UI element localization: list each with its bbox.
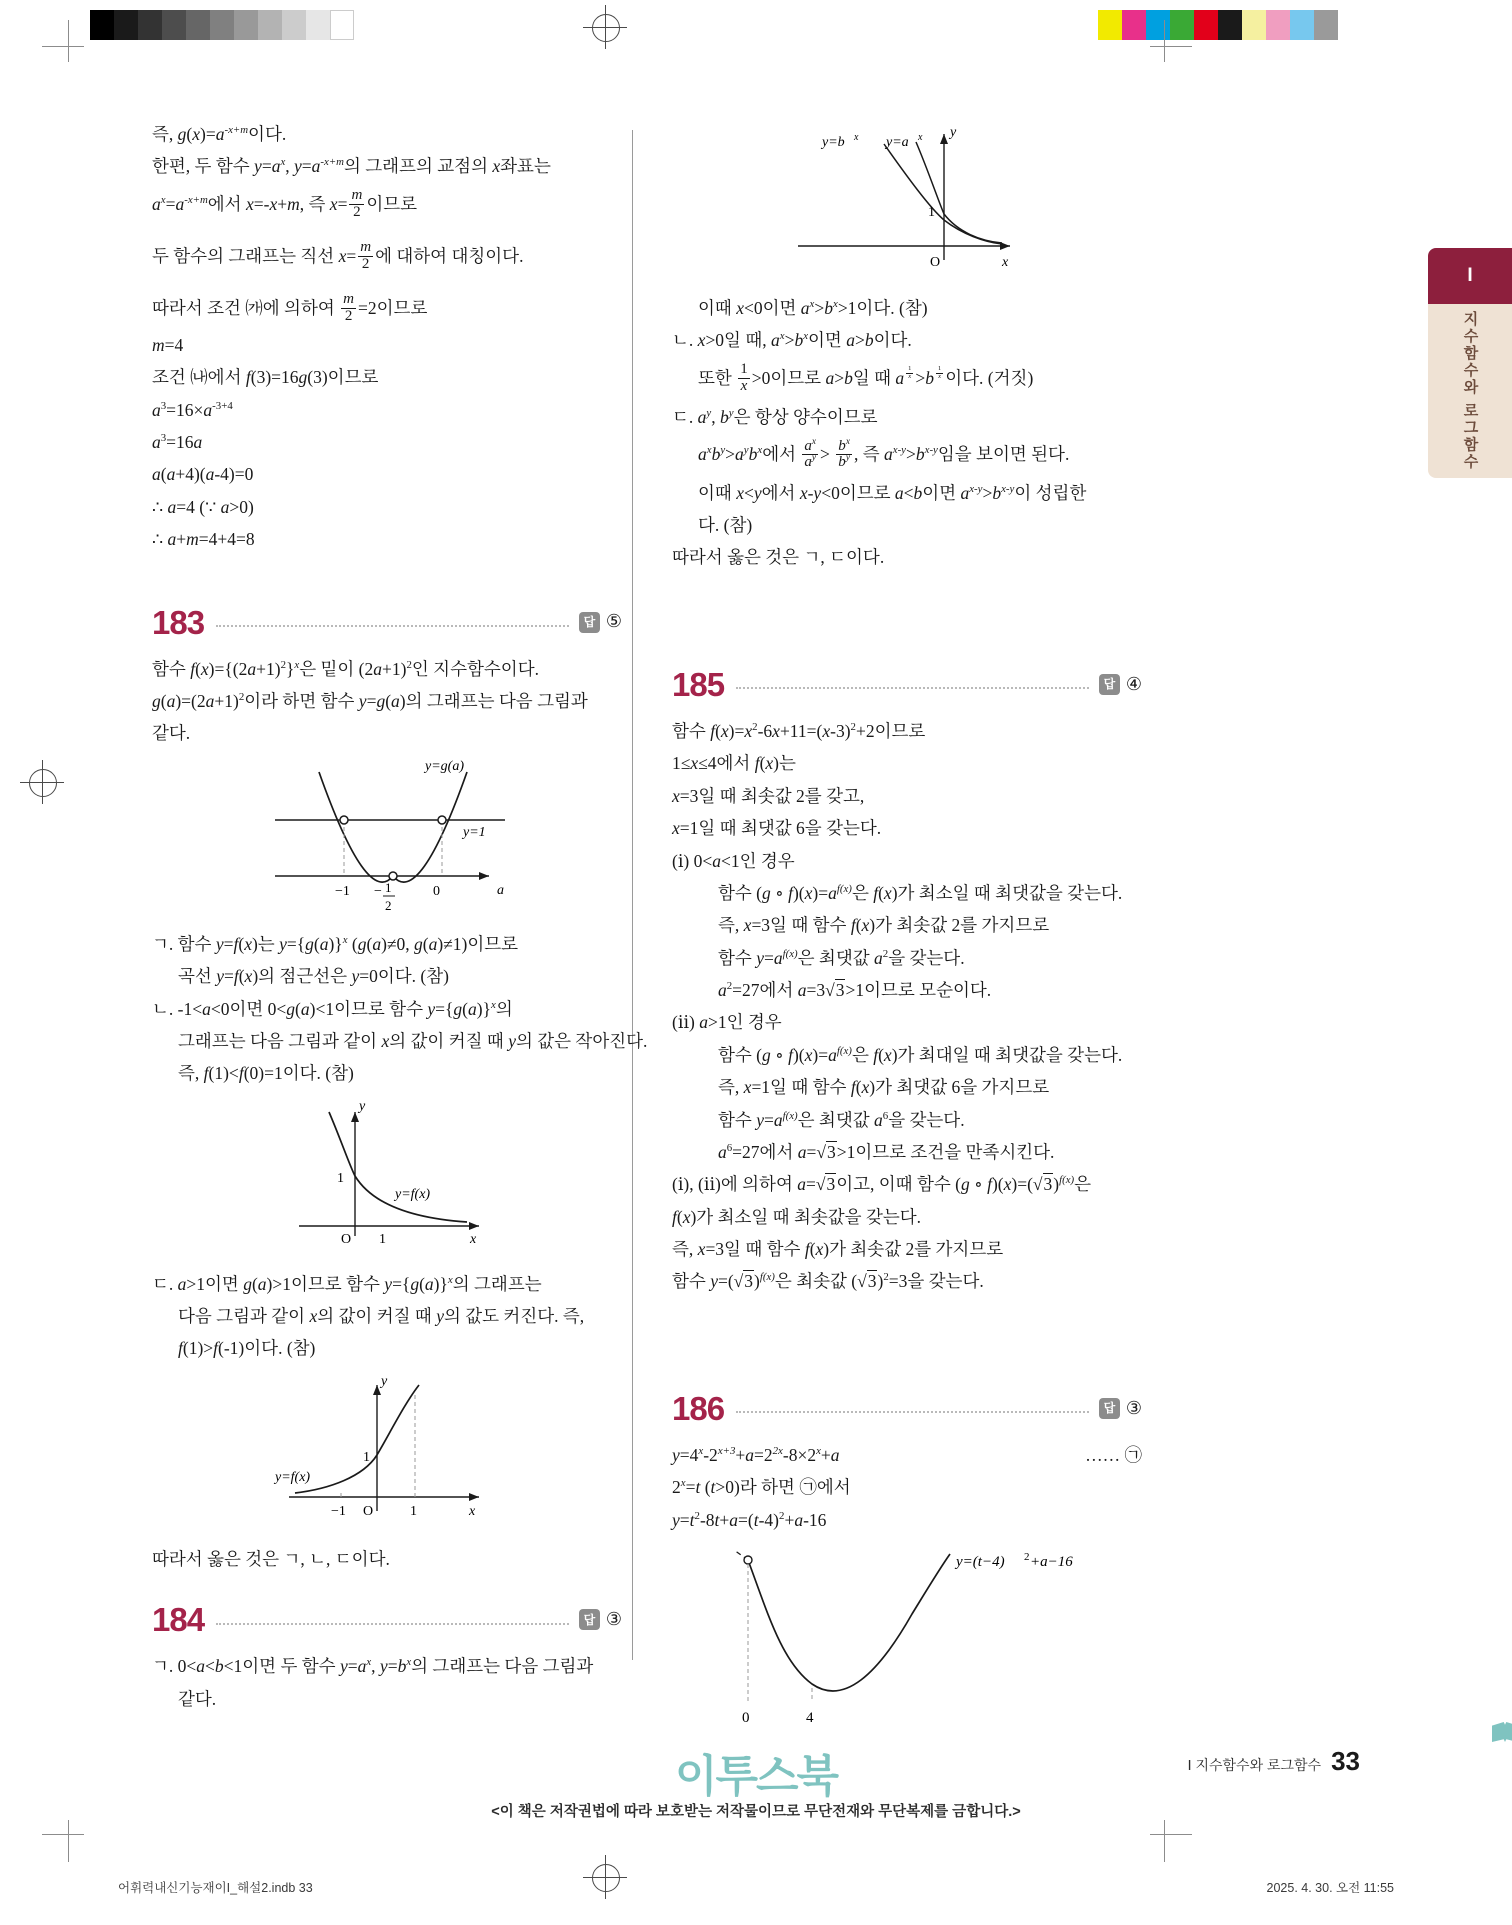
carryover-line-1: 즉, $g(x)=a^{-x+m}$이다. <box>152 124 287 144</box>
carryover-line-4: 두 함수의 그래프는 직선 x= $\frac{m}{2}$ 에 대하여 대칭이다. <box>152 239 524 273</box>
p185-case-i-1: 함수 (g ∘ $f)(x)=a^{f(x)}$은 f(x)가 최소일 때 최댓값을 갖는다. <box>718 882 1123 903</box>
svg-text:y=b: y=b <box>822 135 845 150</box>
problem-header-183 <box>152 603 622 641</box>
registration-mark-bottom <box>583 1855 627 1899</box>
p185-concl-4: 함수 $y=(√3)^{f(x)}$은 최솟값 $(√3)^2=3$을 갖는다. <box>672 1271 984 1292</box>
p184-cont-6: 이때 x<y에서 x-y<0이므로 a<b이면 $a^{x-y}>b^{x-y}$이 성립한 <box>698 482 1087 503</box>
svg-text:y: y <box>381 1373 388 1389</box>
crop-corner-top-right <box>1150 20 1192 62</box>
svg-text:4: 4 <box>806 1710 814 1727</box>
registration-mark-top <box>583 5 627 49</box>
svg-text:x: x <box>470 1231 477 1247</box>
p183-line-2: $g(a)=(2a+1)^2$이라 하면 함수 y=g(a)의 그래프는 다음 그림과 <box>152 691 588 712</box>
answer-value-183: ⑤ <box>605 611 622 632</box>
chapter-side-tab <box>1428 248 1512 478</box>
crop-corner-bottom-right <box>1150 1820 1192 1862</box>
svg-text:x: x <box>854 132 859 143</box>
p184-cont-3: 또한 $\frac{1}{x}$ >0이므로 a>b일 때 a $^{\frac{1}{x}}$ >b $^{\frac{1}{x}}$ 이다. (거짓) <box>698 361 1034 395</box>
side-tab-label: 지수함수와 로그함수 <box>1461 311 1479 471</box>
problem-number-185: 185 <box>672 665 725 703</box>
right-column <box>672 118 1142 1754</box>
p184-line-2: 같다. <box>178 1688 217 1709</box>
svg-text:0: 0 <box>742 1710 750 1727</box>
p186-line-1-wrap <box>672 1439 1142 1471</box>
answer-badge-186: 답 <box>1099 1398 1120 1419</box>
p185-case-i-2: 즉, x=3일 때 함수 f(x)가 최솟값 2를 가지므로 <box>718 915 1050 936</box>
p185-case-ii-4: $a^6=27$에서 a=√3>1이므로 조건을 만족시킨다. <box>718 1141 1055 1162</box>
p185-case-ii: (ⅱ) a>1인 경우 <box>672 1012 782 1033</box>
registration-mark-left <box>20 760 64 804</box>
p183-stmt-n-3: 즉, f(1)<f(0)=1이다. (참) <box>178 1063 354 1084</box>
figure-decay-svg <box>267 1098 507 1258</box>
p186-line-3: $y=t^2-8t+a=(t-4)^2+a-16$ <box>672 1509 827 1530</box>
svg-text:−: − <box>374 883 382 899</box>
p185-line-4: x=1일 때 최댓값 6을 갖는다. <box>672 818 882 839</box>
svg-text:y=1: y=1 <box>463 824 486 840</box>
side-tab-body <box>1428 304 1512 478</box>
figure-parabola-svg <box>257 758 517 918</box>
carryover-line-10: a(a+4)(a-4)=0 <box>152 464 254 485</box>
leader-dots <box>736 1399 1089 1413</box>
p183-stmt-d-2: 다음 그림과 같이 x의 값이 커질 때 y의 값도 커진다. 즉, <box>178 1306 585 1327</box>
leader-dots <box>216 613 569 627</box>
p183-stmt-d-3: f(1)>f(-1)이다. (참) <box>178 1338 316 1359</box>
crop-corner-bottom-left <box>42 1820 84 1862</box>
p185-concl-2: f(x)가 최소일 때 최솟값을 갖는다. <box>672 1206 922 1227</box>
problem-number-186: 186 <box>672 1389 725 1427</box>
svg-text:y=f(x): y=f(x) <box>275 1469 311 1485</box>
indesign-file-name: 어휘력내신기능재이I_해설2.indb 33 <box>118 1881 313 1895</box>
p185-concl-1: (ⅰ), (ⅱ)에 의하여 a=√3이고, 이때 함수 (g ∘ $f)(x)=(√3)^{f(x)}$은 <box>672 1174 1092 1195</box>
svg-text:0: 0 <box>433 883 440 899</box>
svg-text:O: O <box>363 1503 374 1519</box>
crop-corner-top-left <box>42 20 84 62</box>
svg-text:1: 1 <box>410 1503 417 1519</box>
carryover-line-3: $a^x=a^{-x+m}$에서 x=-x+m, 즉 x= $\frac{m}{2}$ 이므로 <box>152 187 418 221</box>
svg-text:y=g(a): y=g(a) <box>425 758 464 774</box>
p183-line-1: 함수 $f(x)=\{(2a+1)^2\}^x$은 밑이 $(2a+1)^2$인 지수함수이다. <box>152 658 539 679</box>
p183-stmt-g-1: ㄱ. 함수 y=f(x)는 $y=\{g(a)\}^x$ (g(a)≠0, g(a)≠1)이므로 <box>152 933 519 954</box>
carryover-line-11: ∴ a=4 (∵ a>0) <box>152 496 254 517</box>
p185-case-ii-3: 함수 $y=a^{f(x)}$은 최댓값 $a^6$을 갖는다. <box>718 1109 965 1130</box>
problem-number-183: 183 <box>152 603 205 641</box>
p184-cont-7: 다. (참) <box>698 515 753 535</box>
svg-text:1: 1 <box>363 1449 370 1465</box>
svg-text:1: 1 <box>928 205 935 220</box>
svg-text:O: O <box>341 1231 352 1247</box>
page-footer <box>1187 1746 1360 1777</box>
p186-line-1: $y=4^x-2^{x+3}+a=2^{2x}-8\times 2^x+a$ <box>672 1445 840 1466</box>
answer-value-185: ④ <box>1125 673 1142 694</box>
carryover-line-5: 따라서 조건 ㈎에 의하여 $\frac{m}{2}$ =2이므로 <box>152 291 428 325</box>
book-icon <box>1492 1722 1512 1742</box>
svg-text:2: 2 <box>385 897 392 913</box>
leader-dots <box>216 1611 569 1625</box>
problem-header-184 <box>152 1601 622 1639</box>
p183-conclusion: 따라서 옳은 것은 ㄱ, ㄴ, ㄷ이다. <box>152 1548 390 1569</box>
answer-value-184: ③ <box>605 1609 622 1630</box>
p183-stmt-n-1: ㄴ. -1<a<0이면 0<g(a)<1이므로 함수 $y=\{g(a)\}^x$의 <box>152 998 513 1019</box>
grayscale-calibration-bar <box>90 10 354 40</box>
figure-parabola-g <box>152 758 622 918</box>
answer-badge-183: 답 <box>579 612 600 633</box>
svg-text:−1: −1 <box>335 883 350 899</box>
p185-line-1: 함수 $f(x)=x^2-6x+11=(x-3)^2+2$이므로 <box>672 721 926 742</box>
p185-case-ii-1: 함수 (g ∘ $f)(x)=a^{f(x)}$은 f(x)가 최대일 때 최댓값을 갖는다. <box>718 1044 1123 1065</box>
svg-text:y=a: y=a <box>886 135 909 150</box>
carryover-line-12: ∴ a+m=4+4=8 <box>152 529 255 549</box>
p184-cont-2: ㄴ. x>0일 때, $a^x>b^x$이면 a>b이다. <box>672 330 912 351</box>
p186-line-2: $2^x=t$ (t>0)라 하면 ㉠에서 <box>672 1477 851 1498</box>
p185-concl-3: 즉, x=3일 때 함수 f(x)가 최솟값 2를 가지므로 <box>672 1239 1004 1260</box>
svg-text:a: a <box>497 882 504 898</box>
carryover-line-7: 조건 ㈏에서 f(3)=16g(3)이므로 <box>152 367 379 388</box>
carryover-line-9: $a^3=16a$ <box>152 431 203 452</box>
carryover-line-6: m=4 <box>152 334 184 355</box>
left-column <box>152 118 648 1715</box>
p184-cont-4: ㄷ. $a^y$, $b^y$은 항상 양수이므로 <box>672 406 878 427</box>
problem-number-184: 184 <box>152 1601 205 1639</box>
figure-growth-svg <box>267 1373 507 1533</box>
figure-parabola-t <box>672 1544 1142 1744</box>
svg-text:1: 1 <box>337 1170 344 1186</box>
svg-text:O: O <box>930 255 941 270</box>
p184-cont-1: 이때 x<0이면 $a^x>b^x>1$이다. (참) <box>698 298 928 318</box>
svg-text:x: x <box>918 132 923 143</box>
print-timestamp: 2025. 4. 30. 오전 11:55 <box>1266 1881 1394 1895</box>
svg-text:x: x <box>469 1503 476 1519</box>
answer-badge-184: 답 <box>579 1609 600 1630</box>
svg-text:y: y <box>359 1098 366 1114</box>
figure-two-exponentials <box>672 122 1142 282</box>
p185-line-2: 1≤x≤4에서 f(x)는 <box>672 753 796 774</box>
column-divider <box>632 130 633 1660</box>
p186-eq-marker: …… ㉠ <box>1085 1445 1142 1466</box>
logo-text: 이투스북 <box>674 1752 837 1801</box>
p183-stmt-d-1: ㄷ. a>1이면 g(a)>1이므로 함수 $y=\{g(a)\}^x$의 그래프는 <box>152 1273 542 1294</box>
figure-two-exp-svg <box>762 122 1042 282</box>
svg-text:y=(t−4): y=(t−4) <box>956 1554 1005 1571</box>
svg-text:−1: −1 <box>331 1503 346 1519</box>
p185-case-i-4: $a^2=27$에서 a=3√3>1이므로 모순이다. <box>718 980 992 1001</box>
footer-chapter-label: Ⅰ 지수함수와 로그함수 <box>1187 1757 1322 1773</box>
answer-badge-185: 답 <box>1099 674 1120 695</box>
copyright-notice: <이 책은 저작권법에 따라 보호받는 저작물이므로 무단전재와 무단복제를 금합니다.> <box>491 1804 1021 1820</box>
svg-text:1: 1 <box>379 1231 386 1247</box>
p184-line-1: ㄱ. 0<a<b<1이면 두 함수 $y=a^x$, $y=b^x$의 그래프는 다음 그림과 <box>152 1656 594 1677</box>
problem-header-185 <box>672 665 1142 703</box>
carryover-line-8: $a^3=16\times a^{-3+4}$ <box>152 399 233 420</box>
page-number: 33 <box>1331 1746 1360 1776</box>
p185-case-i-3: 함수 $y=a^{f(x)}$은 최댓값 $a^2$을 갖는다. <box>718 947 965 968</box>
svg-text:y=f(x): y=f(x) <box>395 1186 431 1202</box>
svg-text:y: y <box>950 125 957 140</box>
figure-increasing-exponential <box>152 1373 622 1533</box>
side-tab-roman: I <box>1428 248 1512 304</box>
figure-decreasing-exponential <box>152 1098 622 1258</box>
p183-line-3: 같다. <box>152 723 191 744</box>
svg-text:1: 1 <box>385 879 392 895</box>
p185-case-ii-2: 즉, x=1일 때 함수 f(x)가 최댓값 6을 가지므로 <box>718 1077 1050 1098</box>
svg-text:2: 2 <box>1024 1551 1030 1564</box>
p184-cont-8: 따라서 옳은 것은 ㄱ, ㄷ이다. <box>672 547 885 568</box>
problem-header-186 <box>672 1389 1142 1427</box>
p183-stmt-g-2: 곡선 y=f(x)의 점근선은 y=0이다. (참) <box>178 966 449 987</box>
answer-value-186: ③ <box>1125 1397 1142 1418</box>
p185-case-i: (ⅰ) 0<a<1인 경우 <box>672 850 795 871</box>
p185-line-3: x=3일 때 최솟값 2를 갖고, <box>672 785 865 806</box>
leader-dots <box>736 675 1089 689</box>
svg-text:+a−16: +a−16 <box>1030 1554 1073 1571</box>
p183-stmt-n-2: 그래프는 다음 그림과 같이 x의 값이 커질 때 y의 값은 작아진다. <box>178 1030 648 1051</box>
carryover-line-2: 한편, 두 함수 $y=a^x$, $y=a^{-x+m}$의 그래프의 교점의 x좌표는 <box>152 156 551 177</box>
figure-parabola-t-svg <box>672 1544 1092 1744</box>
p184-cont-5: $a^xb^y>a^yb^x$에서 $\frac{a^x}{a^y}$ > $\frac{b^x}{b^y}$ , 즉 $a^{x-y}>b^{x-y}$임을 보이면 된다. <box>698 436 1070 471</box>
svg-text:x: x <box>1002 255 1009 270</box>
color-calibration-bar <box>1098 10 1338 40</box>
